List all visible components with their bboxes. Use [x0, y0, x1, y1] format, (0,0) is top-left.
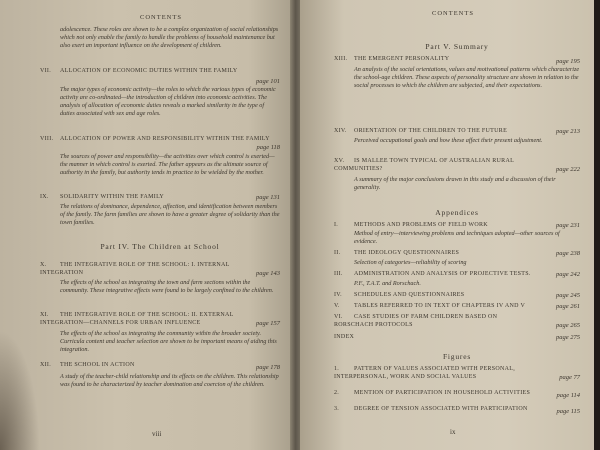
toc-entry-x[interactable]: X. THE INTEGRATIVE ROLE OF THE SCHOOL: I. INTERNAL INTEGRATION — [40, 262, 230, 276]
entry-description: The sources of power and responsibility—the activities over which control is exerted—the manner in which control is exerted. The father appears as the ultimate source of authority in the family, but authority tends in practice to be wielded by the mother. — [60, 153, 275, 176]
page-number: page 114 — [556, 392, 580, 399]
page-number: page 178 — [255, 364, 280, 371]
page-number: page 115 — [556, 408, 580, 415]
part-title: Part V. Summary — [425, 42, 489, 51]
entry-description: P.F., T.A.T. and Rorschach. — [354, 280, 421, 287]
toc-entry-viii[interactable]: VIII. ALLOCATION OF POWER AND RESPONSIBILITY WITHIN THE FAMILY — [40, 136, 270, 142]
page-number: page 101 — [255, 78, 280, 85]
left-page — [0, 0, 292, 450]
page-header: CONTENTS — [432, 10, 474, 17]
page-number: page 143 — [255, 270, 280, 277]
figure-entry-3[interactable]: 3. DEGREE OF TENSION ASSOCIATED WITH PARTICIPATION — [334, 406, 528, 412]
right-page — [300, 0, 594, 450]
entry-description: A study of the teacher-child relationship and its effects on the children. This relationship was found to be characterized by teacher domination and coercion of the children. — [60, 373, 279, 388]
figure-entry-1[interactable]: 1. PATTERN OF VALUES ASSOCIATED WITH PERSONAL, INTERPERSONAL, WORK AND SOCIAL VALUES — [334, 366, 516, 380]
toc-entry-ix[interactable]: IX. SOLIDARITY WITHIN THE FAMILY — [40, 194, 165, 200]
page-number: page 275 — [555, 334, 580, 341]
appendix-entry-v[interactable]: V. TABLES REFERRED TO IN TEXT OF CHAPTERS IV AND V — [334, 303, 526, 309]
entry-description: The major types of economic activity—the roles to which the various types of economic activity are co-ordinated—the introduction of children into economic activities. The analysis of allocation of economic duties reveals a marked similarity in the type of duties associated with sex and age roles. — [60, 86, 276, 117]
appendix-entry-vi[interactable]: VI. CASE STUDIES OF FARM CHILDREN BASED ON RORSCHACH PROTOCOLS — [334, 314, 498, 328]
toc-entry-xii[interactable]: XII. THE SCHOOL IN ACTION — [40, 362, 135, 368]
page-number: page 118 — [256, 144, 280, 151]
entry-description: The relations of dominance, dependence, affection, and identification between members of the family. The farm families are shown to have a greater degree of solidarity than the town families. — [60, 203, 280, 226]
page-number: page 157 — [255, 320, 280, 327]
appendix-entry-ii[interactable]: II. THE IDEOLOGY QUESTIONNAIRES — [334, 250, 460, 256]
toc-entry-xiii[interactable]: XIII. THE EMERGENT PERSONALITY — [334, 56, 450, 62]
index-entry[interactable]: INDEX — [334, 334, 355, 340]
toc-entry-vii[interactable]: VII. ALLOCATION OF ECONOMIC DUTIES WITHIN THE FAMILY — [40, 68, 238, 74]
folio: viii — [152, 430, 162, 438]
entry-description: Method of entry—interviewing problems and techniques adopted—other sources of evidence. — [354, 230, 560, 245]
page-number: page 195 — [555, 58, 580, 65]
figure-entry-2[interactable]: 2. MENTION OF PARTICIPATION IN HOUSEHOLD ACTIVITIES — [334, 390, 531, 396]
page-number: page 231 — [555, 222, 580, 229]
page-number: page 261 — [555, 303, 580, 310]
folio: ix — [450, 428, 456, 436]
page-number: page 265 — [555, 322, 580, 329]
page-number: page 77 — [559, 374, 580, 381]
appendix-entry-iii[interactable]: III. ADMINISTRATION AND ANALYSIS OF PROJECTIVE TESTS. — [334, 271, 531, 277]
figures-title: Figures — [442, 352, 472, 361]
entry-description: A summary of the major conclusions drawn in this study and a discussion of their generality. — [354, 176, 556, 191]
page-number: page 222 — [555, 166, 580, 173]
page-number: page 242 — [555, 271, 580, 278]
entry-description: Selection of categories—reliability of scoring — [354, 259, 467, 266]
toc-entry-xv[interactable]: XV. IS MALLEE TOWN TYPICAL OF AUSTRALIAN RURAL COMMUNITIES? — [334, 158, 514, 172]
page-number: page 131 — [255, 194, 280, 201]
appendices-title: Appendices — [435, 208, 479, 217]
appendix-entry-iv[interactable]: IV. SCHEDULES AND QUESTIONNAIRES — [334, 292, 465, 298]
page-number: page 245 — [555, 292, 580, 299]
toc-entry-xi[interactable]: XI. THE INTEGRATIVE ROLE OF THE SCHOOL: II. EXTERNAL INTEGRATION—CHANNELS FOR URBAN INFLUENCE — [40, 312, 234, 326]
entry-description: An analysis of the social orientations, values and motivational patterns which characterize the school-age children. These aspects of personality structure are shown in relation to the social processes to which the children are subjected, and their expectations. — [354, 66, 580, 89]
part-title: Part IV. The Children at School — [100, 242, 220, 251]
appendix-entry-i[interactable]: I. METHODS AND PROBLEMS OF FIELD WORK — [334, 222, 488, 228]
entry-description: The effects of the school as integrating the community within the broader society. Curricula content and teacher selection are shown to be important means of aiding this integration. — [60, 330, 277, 353]
intro-text: adolescence. These roles are shown to be a complex organization of social relationships which not only enable the family to handle the problems of household maintenance but also exert an important influence on the development of children. — [60, 26, 279, 49]
page-number: page 238 — [555, 250, 580, 257]
entry-description: The effects of the school as integrating the town and farm sections within the community. These integrative effects were found to be largely confined to the children. — [60, 279, 274, 294]
page-number: page 213 — [555, 128, 580, 135]
toc-entry-xiv[interactable]: XIV. ORIENTATION OF THE CHILDREN TO THE FUTURE — [334, 128, 508, 134]
page-header: CONTENTS — [140, 14, 182, 21]
book-cover-edge — [594, 0, 600, 450]
entry-description: Perceived occupational goals and how these affect their present adjustment. — [354, 137, 543, 144]
finger-shadow — [0, 330, 40, 450]
